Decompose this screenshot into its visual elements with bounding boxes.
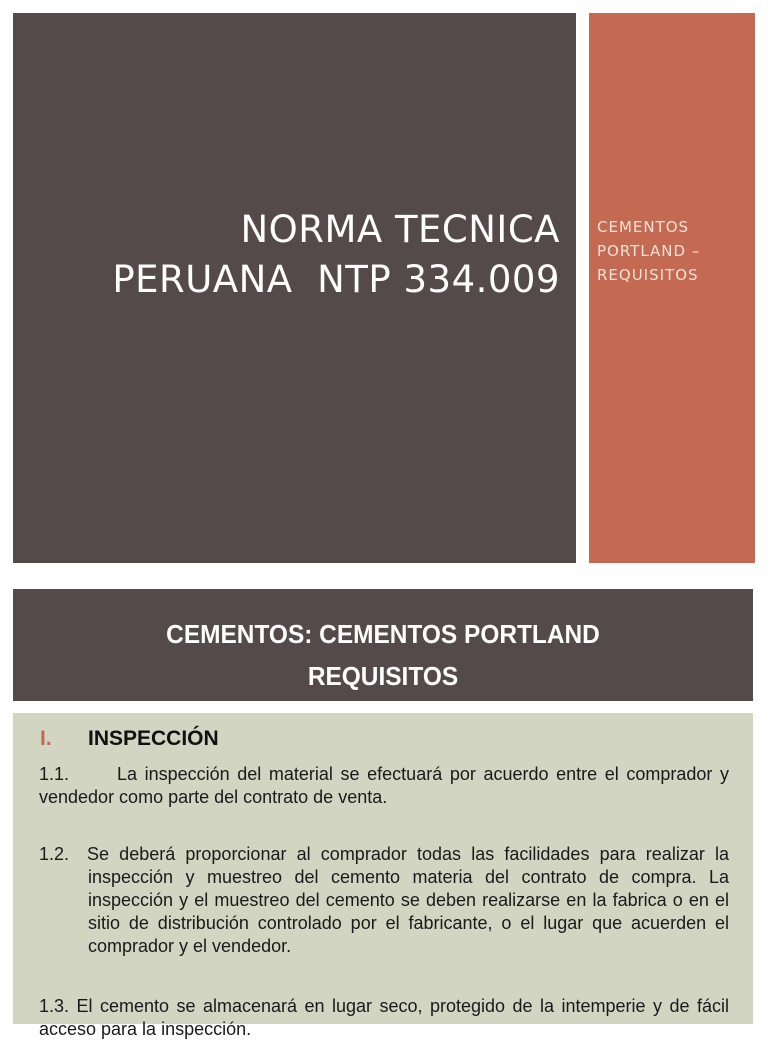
slide-title <box>112 205 560 305</box>
content-slide-title <box>35 613 731 697</box>
content-slide-body <box>13 713 753 1039</box>
slide-title-line-2: PERUANA NTP 334.009 <box>112 258 560 301</box>
list-item-text: Se deberá proporcionar al comprador todas las facilidades para realizar la inspección y muestreo del cemento materia del contrato de compra. La inspección y el muestreo del cemento se deben realizarse en la fabrica o en el sitio de distribución controlado por el fabricante, o el lugar que acuerden el comprador y el vendedor. <box>87 844 729 956</box>
list-item <box>39 843 729 958</box>
section-title: INSPECCIÓN <box>88 727 219 750</box>
list-item-text: El cemento se almacenará en lugar seco, protegido de la intemperie y de fácil acceso para la inspección. <box>39 996 729 1039</box>
list-item-number: 1.1. <box>39 764 70 784</box>
list-item <box>39 995 729 1041</box>
title-slide-side-panel <box>589 13 755 563</box>
slide-subtitle-line-2: PORTLAND – <box>597 242 701 260</box>
content-slide-title-line-2: REQUISITOS <box>307 661 459 691</box>
list-item-text: La inspección del material se efectuará por acuerdo entre el comprador y vendedor como parte del contrato de venta. <box>39 764 729 807</box>
list-item-number: 1.2. <box>39 844 70 864</box>
slide-subtitle <box>597 215 700 287</box>
list-item-number: 1.3. <box>39 996 70 1016</box>
section-number: I. <box>40 727 52 750</box>
slide-subtitle-line-1: CEMENTOS <box>597 218 690 236</box>
slide-subtitle-line-3: REQUISITOS <box>597 266 699 284</box>
section-heading <box>40 725 219 753</box>
content-slide-header <box>13 589 753 701</box>
slide-title-line-1: NORMA TECNICA <box>240 208 560 251</box>
title-slide-main-panel <box>13 13 576 563</box>
content-slide-title-line-1: CEMENTOS: CEMENTOS PORTLAND <box>166 619 600 649</box>
list-item <box>39 763 729 809</box>
